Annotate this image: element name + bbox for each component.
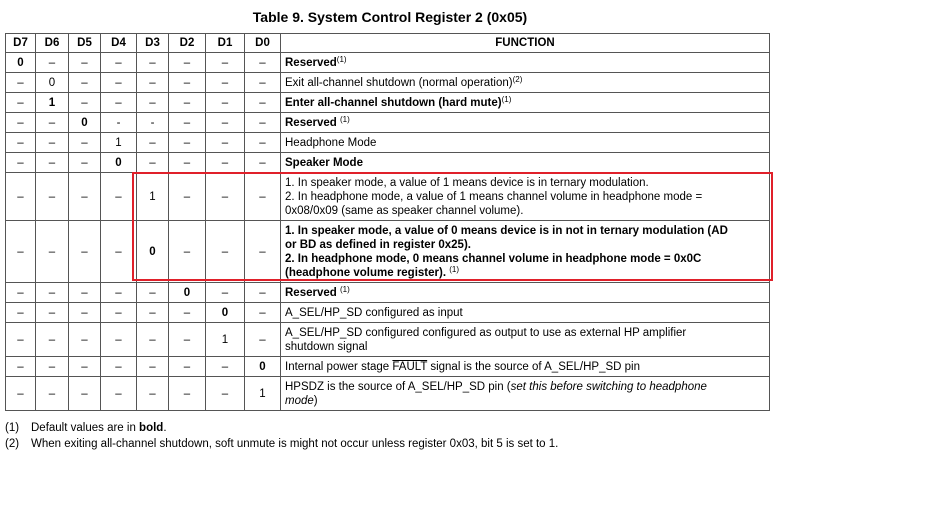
function-cell — [281, 357, 770, 377]
bit-cell: – — [101, 377, 137, 411]
bit-cell: – — [245, 283, 281, 303]
bit-cell: 1 — [245, 377, 281, 411]
footnote-text: . — [163, 422, 167, 434]
table-row — [6, 221, 770, 283]
bit-cell: – — [206, 357, 245, 377]
header-function: FUNCTION — [281, 34, 770, 53]
function-cell — [281, 323, 770, 357]
bit-cell: 1 — [137, 173, 169, 221]
table-row — [6, 53, 770, 73]
bit-cell: – — [245, 93, 281, 113]
bit-cell: – — [101, 73, 137, 93]
bit-cell: – — [6, 377, 36, 411]
fault-signal-name: FAULT — [392, 360, 428, 373]
function-cell — [281, 153, 770, 173]
footnote-number: (2) — [5, 438, 20, 450]
function-italic: set this before switching to headphone — [510, 380, 707, 393]
bit-cell: – — [137, 53, 169, 73]
function-text: Speaker Mode — [285, 156, 363, 169]
bit-cell: - — [101, 113, 137, 133]
bit-cell: – — [6, 221, 36, 283]
bit-cell: – — [69, 221, 101, 283]
table-row — [6, 283, 770, 303]
bit-cell: – — [245, 133, 281, 153]
bit-cell: – — [137, 93, 169, 113]
bit-cell: 1 — [101, 133, 137, 153]
bit-cell: – — [36, 283, 69, 303]
footnote-text: Default values are in — [31, 422, 140, 434]
bit-cell: - — [137, 113, 169, 133]
function-cell — [281, 173, 770, 221]
bit-cell: – — [101, 53, 137, 73]
header-d0: D0 — [245, 34, 281, 53]
bit-cell: – — [36, 153, 69, 173]
bit-cell: – — [36, 323, 69, 357]
bit-cell: – — [69, 173, 101, 221]
bit-cell: – — [206, 377, 245, 411]
bit-cell: – — [69, 303, 101, 323]
bit-cell: – — [245, 153, 281, 173]
function-text: Enter all-channel shutdown (hard mute) — [285, 96, 502, 109]
function-text: Exit all-channel shutdown (normal operation) — [285, 76, 513, 89]
bit-cell: – — [6, 133, 36, 153]
bit-cell: – — [6, 173, 36, 221]
bit-cell: – — [36, 113, 69, 133]
function-cell — [281, 133, 770, 153]
footnote-bold: bold — [139, 422, 164, 434]
bit-cell: 0 — [245, 357, 281, 377]
header-d5: D5 — [69, 34, 101, 53]
bit-cell: – — [101, 93, 137, 113]
bit-cell: 0 — [36, 73, 69, 93]
function-cell — [281, 53, 770, 73]
footnotes — [5, 420, 558, 452]
function-text: Reserved — [285, 56, 337, 69]
table-row — [6, 377, 770, 411]
bit-cell: – — [36, 133, 69, 153]
bit-cell: – — [245, 73, 281, 93]
header-d4: D4 — [101, 34, 137, 53]
header-d2: D2 — [169, 34, 206, 53]
function-cell — [281, 221, 770, 283]
table-row — [6, 323, 770, 357]
bit-cell: – — [245, 113, 281, 133]
header-d1: D1 — [206, 34, 245, 53]
bit-cell: – — [36, 173, 69, 221]
bit-cell: – — [169, 357, 206, 377]
bit-cell: – — [69, 283, 101, 303]
bit-cell: – — [245, 303, 281, 323]
function-cell — [281, 283, 770, 303]
table-row — [6, 153, 770, 173]
bit-cell: – — [36, 303, 69, 323]
bit-cell: – — [6, 73, 36, 93]
function-text: Reserved — [285, 286, 340, 299]
table-row — [6, 73, 770, 93]
bit-cell: – — [101, 303, 137, 323]
bit-cell: – — [137, 357, 169, 377]
function-line: 1. In speaker mode, a value of 1 means device is in ternary modulation. — [285, 176, 649, 189]
bit-cell: – — [169, 73, 206, 93]
bit-cell: 0 — [6, 53, 36, 73]
bit-cell: – — [169, 53, 206, 73]
function-text: Internal power stage — [285, 360, 393, 373]
bit-cell: – — [169, 133, 206, 153]
bit-cell: – — [69, 377, 101, 411]
bit-cell: – — [169, 153, 206, 173]
header-row — [6, 34, 770, 53]
function-cell — [281, 303, 770, 323]
bit-cell: – — [245, 221, 281, 283]
table-row — [6, 173, 770, 221]
bit-cell: – — [137, 377, 169, 411]
bit-cell: – — [6, 113, 36, 133]
footnote-ref: (1) — [339, 114, 350, 124]
function-italic: mode — [285, 394, 314, 407]
function-cell — [281, 93, 770, 113]
table-row — [6, 93, 770, 113]
bit-cell: – — [245, 53, 281, 73]
bit-cell: – — [169, 173, 206, 221]
bit-cell: – — [137, 283, 169, 303]
bit-cell: – — [137, 133, 169, 153]
function-text: signal is the source of A_SEL/HP_SD pin — [427, 360, 641, 373]
footnote-ref: (1) — [336, 54, 347, 64]
table-title: Table 9. System Control Register 2 (0x05) — [252, 9, 528, 25]
function-text: ) — [313, 394, 318, 407]
bit-cell: – — [36, 357, 69, 377]
function-line: (headphone volume register). — [285, 266, 450, 279]
bit-cell: – — [206, 173, 245, 221]
bit-cell: 0 — [137, 221, 169, 283]
bit-cell: – — [101, 323, 137, 357]
bit-cell: – — [6, 153, 36, 173]
function-line: A_SEL/HP_SD configured configured as output to use as external HP amplifier — [285, 326, 687, 339]
bit-cell: – — [206, 153, 245, 173]
function-text: Reserved — [285, 116, 340, 129]
function-line: 0x08/0x09 (same as speaker channel volume). — [285, 204, 524, 217]
bit-cell: – — [101, 173, 137, 221]
bit-cell: – — [169, 377, 206, 411]
bit-cell: – — [101, 221, 137, 283]
bit-cell: – — [206, 221, 245, 283]
header-d7: D7 — [6, 34, 36, 53]
bit-cell: – — [6, 357, 36, 377]
bit-cell: – — [169, 113, 206, 133]
bit-cell: – — [137, 73, 169, 93]
footnote-number: (1) — [5, 422, 20, 434]
bit-cell: – — [69, 53, 101, 73]
footnote-ref: (1) — [449, 264, 460, 274]
bit-cell: – — [69, 323, 101, 357]
function-line: 2. In headphone mode, 0 means channel volume in headphone mode = 0x0C — [285, 252, 702, 265]
bit-cell: – — [6, 93, 36, 113]
footnote-text: When exiting all-channel shutdown, soft unmute is might not occur unless register 0x03, bit 5 is set to 1. — [31, 438, 559, 450]
bit-cell: – — [101, 283, 137, 303]
bit-cell: – — [206, 113, 245, 133]
bit-cell: – — [137, 323, 169, 357]
function-text: Headphone Mode — [285, 136, 377, 149]
function-line: 2. In headphone mode, a value of 1 means channel volume in headphone mode = — [285, 190, 703, 203]
bit-cell: – — [206, 283, 245, 303]
table-row — [6, 357, 770, 377]
bit-cell: – — [137, 303, 169, 323]
table-row — [6, 133, 770, 153]
bit-cell: 0 — [206, 303, 245, 323]
function-text: HPSDZ is the source of A_SEL/HP_SD pin ( — [285, 380, 511, 393]
bit-cell: – — [206, 93, 245, 113]
bit-cell: – — [245, 323, 281, 357]
function-text: A_SEL/HP_SD configured as input — [285, 306, 463, 319]
footnote-2 — [5, 436, 558, 452]
bit-cell: – — [169, 303, 206, 323]
bit-cell: 0 — [169, 283, 206, 303]
bit-cell: – — [36, 221, 69, 283]
bit-cell: – — [36, 377, 69, 411]
bit-cell: – — [6, 303, 36, 323]
function-cell — [281, 377, 770, 411]
footnote-ref: (1) — [339, 284, 350, 294]
bit-cell: – — [69, 357, 101, 377]
bit-cell: – — [206, 73, 245, 93]
bit-cell: – — [69, 93, 101, 113]
bit-cell: 0 — [101, 153, 137, 173]
header-d6: D6 — [36, 34, 69, 53]
function-cell — [281, 73, 770, 93]
footnote-ref: (2) — [512, 74, 523, 84]
footnote-ref: (1) — [501, 94, 512, 104]
bit-cell: 0 — [69, 113, 101, 133]
bit-cell: – — [169, 221, 206, 283]
bit-cell: – — [36, 53, 69, 73]
function-line: shutdown signal — [285, 340, 368, 353]
bit-cell: – — [206, 53, 245, 73]
function-line: or BD as defined in register 0x25). — [285, 238, 471, 251]
function-cell — [281, 113, 770, 133]
bit-cell: – — [137, 153, 169, 173]
bit-cell: – — [6, 283, 36, 303]
bit-cell: – — [69, 73, 101, 93]
header-d3: D3 — [137, 34, 169, 53]
bit-cell: – — [169, 323, 206, 357]
bit-cell: – — [101, 357, 137, 377]
footnote-1 — [5, 420, 558, 436]
bit-cell: – — [169, 93, 206, 113]
register-table — [5, 33, 770, 411]
bit-cell: – — [6, 323, 36, 357]
bit-cell: – — [206, 133, 245, 153]
function-line: 1. In speaker mode, a value of 0 means device is in not in ternary modulation (AD — [285, 224, 728, 237]
bit-cell: 1 — [206, 323, 245, 357]
bit-cell: – — [69, 133, 101, 153]
table-row — [6, 113, 770, 133]
bit-cell: 1 — [36, 93, 69, 113]
table-row — [6, 303, 770, 323]
bit-cell: – — [69, 153, 101, 173]
bit-cell: – — [245, 173, 281, 221]
